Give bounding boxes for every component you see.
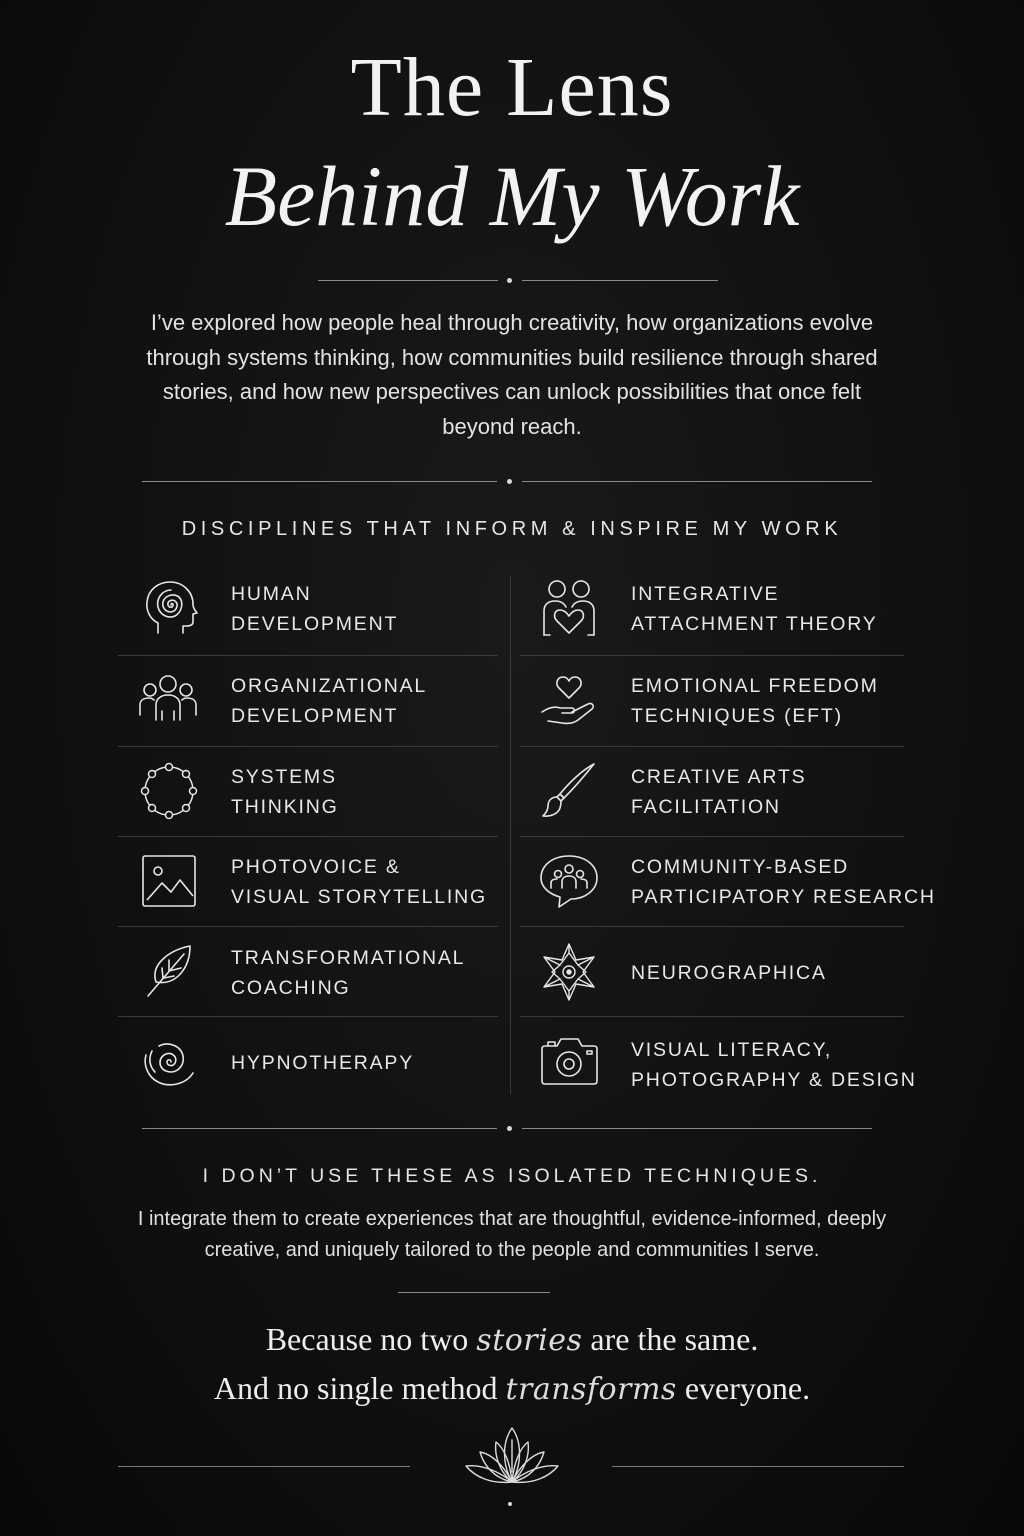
hand-heart-icon [538,668,600,730]
discipline-line: ATTACHMENT THEORY [631,613,878,635]
community-speech-icon [538,850,600,912]
discipline-systems-thinking [231,762,339,822]
discipline-eft [631,671,879,731]
discipline-line: PARTICIPATORY RESEARCH [631,886,936,908]
closing-heading: I DON’T USE THESE AS ISOLATED TECHNIQUES. [202,1165,822,1187]
discipline-photovoice [231,852,487,912]
quote-text: And no single method [213,1370,506,1406]
discipline-organizational-development [231,671,427,731]
paintbrush-icon [538,760,600,822]
discipline-line: FACILITATION [631,796,781,818]
divider [522,1128,872,1129]
footer-divider [612,1466,904,1467]
discipline-line: SYSTEMS [231,766,337,788]
leaf-icon [138,940,200,1002]
divider [318,280,498,281]
quote-text: Because no two [265,1321,477,1357]
discipline-line: EMOTIONAL FREEDOM [631,675,879,697]
quote-line2 [0,1368,1024,1410]
discipline-line: TRANSFORMATIONAL [231,947,466,969]
discipline-line: COMMUNITY-BASED [631,856,850,878]
divider [142,481,497,482]
discipline-line: PHOTOGRAPHY & DESIGN [631,1069,917,1091]
star-mandala-icon [538,941,600,1003]
lotus-icon [442,1420,582,1492]
divider [142,1128,497,1129]
page-title-line1: The Lens [350,41,674,134]
disciplines-heading: DISCIPLINES THAT INFORM & INSPIRE MY WORK [181,518,843,540]
discipline-transformational-coaching [231,943,465,1003]
quote-emphasis: transforms [505,1372,677,1407]
quote-text: everyone. [676,1370,811,1406]
discipline-line: ORGANIZATIONAL [231,675,428,697]
footer-dot [508,1502,512,1506]
row-divider [118,655,498,656]
discipline-integrative-attachment-theory [631,579,878,639]
closing-body: I integrate them to create experiences that are thoughtful, evidence-informed, deeply creative, and uniquely tailored to the people and communities I serve. [137,1208,887,1261]
discipline-cbpr [631,852,936,912]
page-title-line2: Behind My Work [224,148,800,244]
row-divider [118,836,498,837]
quote-line1 [0,1319,1024,1361]
discipline-line: NEUROGRAPHICA [631,962,827,984]
intro-paragraph: I’ve explored how people heal through creativity, how organizations evolve through systems thinking, how communities build resilience through shared stories, and how new perspectives can unlock possibilities that once felt beyond reach. [146,310,878,439]
discipline-line: DEVELOPMENT [231,705,399,727]
row-divider [520,926,904,927]
discipline-line: COACHING [231,977,351,999]
discipline-line: CREATIVE ARTS [631,766,807,788]
row-divider [520,746,904,747]
head-spiral-icon [138,577,200,639]
quote-emphasis: stories [476,1323,583,1358]
discipline-line: DEVELOPMENT [231,613,399,635]
discipline-hypnotherapy [231,1048,414,1078]
row-divider [118,746,498,747]
image-icon [138,850,200,912]
discipline-line: HYPNOTHERAPY [231,1052,415,1074]
discipline-visual-literacy [631,1035,917,1095]
row-divider [118,1016,498,1017]
discipline-creative-arts-facilitation [631,762,806,822]
divider-dot [507,278,512,283]
row-divider [520,655,904,656]
discipline-line: HUMAN [231,583,312,605]
row-divider [520,836,904,837]
discipline-line: TECHNIQUES (EFT) [631,705,843,727]
divider [522,481,872,482]
discipline-line: VISUAL LITERACY, [631,1039,833,1061]
footer-divider [118,1466,410,1467]
divider-dot [507,1126,512,1131]
discipline-neurographica [631,958,827,988]
swirl-icon [138,1031,200,1093]
row-divider [118,926,498,927]
circle-nodes-icon [138,760,200,822]
short-divider [398,1292,550,1293]
row-divider [520,1016,904,1017]
discipline-line: PHOTOVOICE & [231,856,401,878]
discipline-line: VISUAL STORYTELLING [231,886,488,908]
divider [522,280,718,281]
quote-text: are the same. [582,1321,759,1357]
column-divider [510,576,511,1094]
discipline-line: INTEGRATIVE [631,583,780,605]
group-icon [137,670,199,732]
discipline-line: THINKING [231,796,339,818]
camera-icon [538,1031,600,1093]
divider-dot [507,479,512,484]
discipline-human-development [231,579,398,639]
people-heart-icon [538,577,600,639]
